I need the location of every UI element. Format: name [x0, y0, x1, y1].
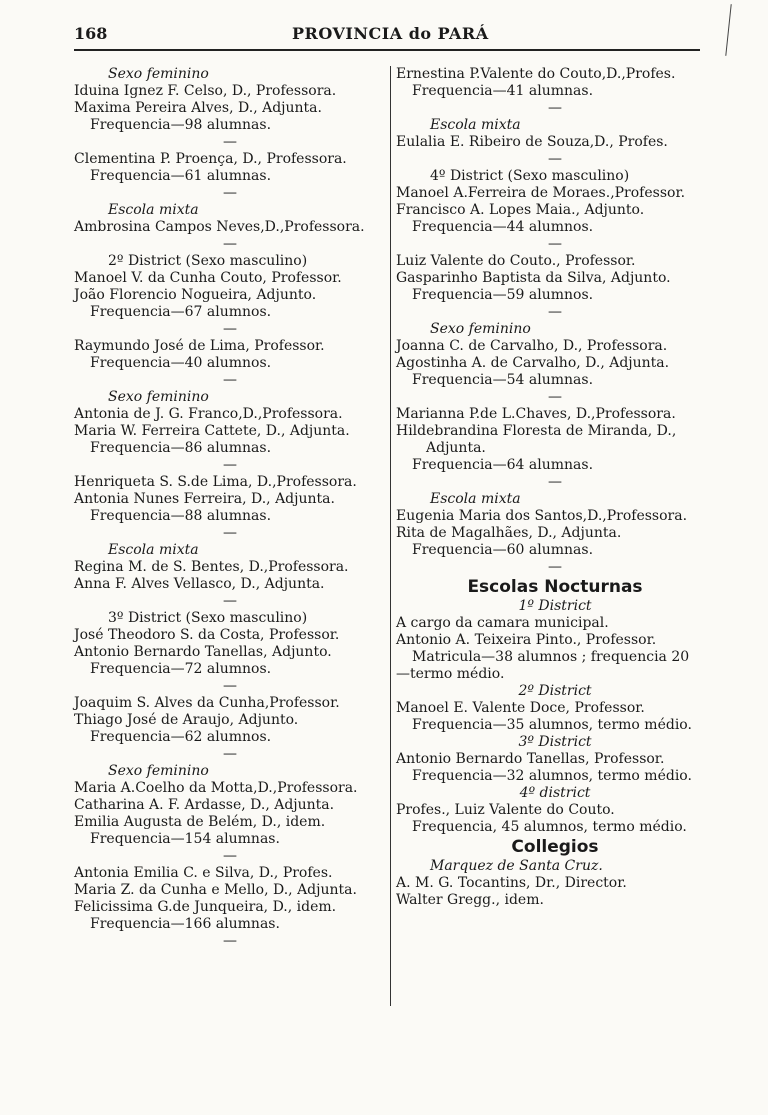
entry-line: Regina M. de S. Bentes, D.,Professora.	[74, 559, 349, 575]
entry-line: Hildebrandina Floresta de Miranda, D.,	[396, 423, 677, 439]
entry-line: Antonio Bernardo Tanellas, Professor.	[396, 751, 665, 767]
entry-line: Manoel E. Valente Doce, Professor.	[396, 700, 645, 716]
section-title: Collegios	[511, 837, 599, 857]
entry-line: Antonia de J. G. Franco,D.,Professora.	[74, 406, 343, 422]
header-rule	[74, 49, 700, 51]
entry-line: Luiz Valente do Couto., Professor.	[396, 253, 636, 269]
separator-dash: —	[223, 933, 237, 949]
entry-line: —termo médio.	[396, 666, 505, 682]
entry-line: Antonia Emilia C. e Silva, D., Profes.	[74, 865, 333, 881]
frequency-line: Frequencia—40 alumnos.	[90, 355, 272, 371]
entry-line: Eulalia E. Ribeiro de Souza,D., Profes.	[396, 134, 668, 150]
frequency-line: Frequencia—154 alumnas.	[90, 831, 280, 847]
entry-line: Iduina Ignez F. Celso, D., Professora.	[74, 83, 337, 99]
entry-line: A cargo da camara municipal.	[396, 615, 609, 631]
entry-line: Gasparinho Baptista da Silva, Adjunto.	[396, 270, 671, 286]
section-heading: Escola mixta	[108, 542, 199, 558]
frequency-line: Frequencia—54 alumnas.	[412, 372, 594, 388]
frequency-line: Frequencia—35 alumnos, termo médio.	[412, 717, 692, 733]
frequency-line: Frequencia—60 alumnas.	[412, 542, 594, 558]
district-heading: 2º District (Sexo masculino)	[108, 253, 308, 269]
frequency-line: Frequencia—59 alumnos.	[412, 287, 594, 303]
separator-dash: —	[223, 457, 237, 473]
separator-dash: —	[548, 236, 562, 252]
district-heading: 4º district	[519, 785, 591, 801]
separator-dash: —	[223, 525, 237, 541]
page-header	[74, 24, 700, 48]
margin-pen-mark	[725, 4, 731, 56]
entry-line: Ambrosina Campos Neves,D.,Professora.	[74, 219, 365, 235]
entry-line: Thiago José de Araujo, Adjunto.	[74, 712, 299, 728]
separator-dash: —	[223, 848, 237, 864]
entry-line: Clementina P. Proença, D., Professora.	[74, 151, 347, 167]
entry-line: João Florencio Nogueira, Adjunto.	[74, 287, 317, 303]
entry-line: Raymundo José de Lima, Professor.	[74, 338, 325, 354]
entry-line: Ernestina P.Valente do Couto,D.,Profes.	[396, 66, 676, 82]
entry-line: Manoel A.Ferreira de Moraes.,Professor.	[396, 185, 686, 201]
frequency-line: Frequencia—62 alumnos.	[90, 729, 272, 745]
section-heading: Escola mixta	[430, 117, 521, 133]
section-heading: Sexo feminino	[108, 389, 209, 405]
entry-line: Maria Z. da Cunha e Mello, D., Adjunta.	[74, 882, 357, 898]
separator-dash: —	[548, 304, 562, 320]
separator-dash: —	[223, 593, 237, 609]
entry-line: Rita de Magalhães, D., Adjunta.	[396, 525, 622, 541]
entry-line: Walter Gregg., idem.	[396, 892, 544, 908]
district-heading: 2º District	[518, 683, 592, 699]
entry-line: Joaquim S. Alves da Cunha,Professor.	[74, 695, 340, 711]
frequency-line: Frequencia—98 alumnas.	[90, 117, 272, 133]
district-heading: 4º District (Sexo masculino)	[430, 168, 630, 184]
frequency-line: Matricula—38 alumnos ; frequencia 20	[412, 649, 690, 665]
separator-dash: —	[223, 185, 237, 201]
frequency-line: Frequencia, 45 alumnos, termo médio.	[412, 819, 687, 835]
entry-line: Felicissima G.de Junqueira, D., idem.	[74, 899, 337, 915]
entry-line: A. M. G. Tocantins, Dr., Director.	[396, 875, 627, 891]
entry-line: Maxima Pereira Alves, D., Adjunta.	[74, 100, 322, 116]
frequency-line: Frequencia—67 alumnos.	[90, 304, 272, 320]
section-heading: Sexo feminino	[430, 321, 531, 337]
district-heading: 1º District	[518, 598, 592, 614]
entry-continuation: Adjunta.	[426, 440, 486, 456]
entry-line: Emilia Augusta de Belém, D., idem.	[74, 814, 326, 830]
entry-line: Anna F. Alves Vellasco, D., Adjunta.	[74, 576, 325, 592]
column-divider	[390, 66, 391, 1006]
separator-dash: —	[223, 746, 237, 762]
entry-line: Joanna C. de Carvalho, D., Professora.	[396, 338, 668, 354]
entry-line: Antonia Nunes Ferreira, D., Adjunta.	[74, 491, 335, 507]
section-title: Escolas Nocturnas	[467, 577, 643, 597]
separator-dash: —	[548, 100, 562, 116]
entry-line: Maria W. Ferreira Cattete, D., Adjunta.	[74, 423, 350, 439]
district-heading: 3º District	[518, 734, 592, 750]
entry-line: Profes., Luiz Valente do Couto.	[396, 802, 615, 818]
section-heading: Escola mixta	[430, 491, 521, 507]
right-column	[396, 66, 714, 909]
entry-line: Antonio Bernardo Tanellas, Adjunto.	[74, 644, 332, 660]
frequency-line: Frequencia—41 alumnas.	[412, 83, 594, 99]
entry-line: Manoel V. da Cunha Couto, Professor.	[74, 270, 342, 286]
frequency-line: Frequencia—61 alumnas.	[90, 168, 272, 184]
separator-dash: —	[223, 372, 237, 388]
frequency-line: Frequencia—72 alumnos.	[90, 661, 272, 677]
separator-dash: —	[548, 389, 562, 405]
separator-dash: —	[548, 151, 562, 167]
entry-line: Maria A.Coelho da Motta,D.,Professora.	[74, 780, 358, 796]
entry-line: Eugenia Maria dos Santos,D.,Professora.	[396, 508, 688, 524]
entry-line: Agostinha A. de Carvalho, D., Adjunta.	[396, 355, 670, 371]
section-heading: Escola mixta	[108, 202, 199, 218]
entry-line: Marianna P.de L.Chaves, D.,Professora.	[396, 406, 676, 422]
frequency-line: Frequencia—166 alumnas.	[90, 916, 280, 932]
entry-line: José Theodoro S. da Costa, Professor.	[74, 627, 340, 643]
left-column	[74, 66, 386, 950]
frequency-line: Frequencia—86 alumnas.	[90, 440, 272, 456]
section-heading: Sexo feminino	[108, 66, 209, 82]
entry-line: Catharina A. F. Ardasse, D., Adjunta.	[74, 797, 335, 813]
entry-line: Henriqueta S. S.de Lima, D.,Professora.	[74, 474, 357, 490]
section-heading: Sexo feminino	[108, 763, 209, 779]
frequency-line: Frequencia—32 alumnos, termo médio.	[412, 768, 692, 784]
separator-dash: —	[548, 559, 562, 575]
entry-line: Antonio A. Teixeira Pinto., Professor.	[396, 632, 657, 648]
frequency-line: Frequencia—64 alumnas.	[412, 457, 594, 473]
frequency-line: Frequencia—44 alumnos.	[412, 219, 594, 235]
separator-dash: —	[223, 134, 237, 150]
section-heading: Marquez de Santa Cruz.	[430, 858, 603, 874]
separator-dash: —	[548, 474, 562, 490]
separator-dash: —	[223, 321, 237, 337]
district-heading: 3º District (Sexo masculino)	[108, 610, 308, 626]
page-number: 168	[74, 24, 108, 43]
page-title: PROVINCIA do PARÁ	[292, 24, 489, 43]
separator-dash: —	[223, 236, 237, 252]
frequency-line: Frequencia—88 alumnas.	[90, 508, 272, 524]
entry-line: Francisco A. Lopes Maia., Adjunto.	[396, 202, 645, 218]
separator-dash: —	[223, 678, 237, 694]
